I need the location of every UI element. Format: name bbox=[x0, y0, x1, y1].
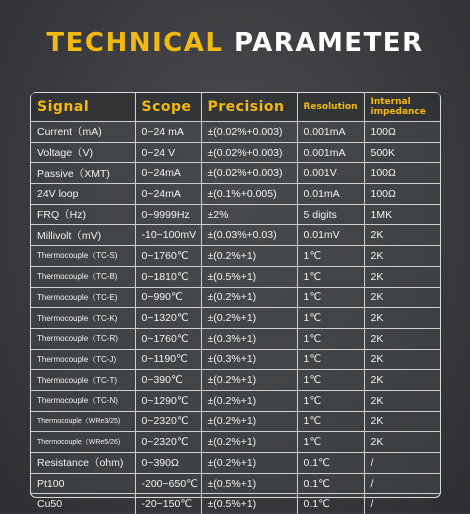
cell-precision: ±(0.5%+1) bbox=[201, 494, 297, 514]
table-row bbox=[31, 328, 440, 349]
cell-resolution: 0.001mA bbox=[297, 122, 364, 143]
cell-impedance: 100Ω bbox=[364, 184, 440, 205]
parameter-table bbox=[31, 93, 440, 514]
table-row bbox=[31, 411, 440, 432]
table-row bbox=[31, 225, 440, 246]
cell-precision: ±(0.2%+1) bbox=[201, 453, 297, 474]
title-rest: PARAMETER bbox=[223, 28, 423, 58]
cell-signal: Thermocouple（TC-S) bbox=[31, 246, 135, 267]
table-row bbox=[31, 453, 440, 474]
cell-resolution: 1℃ bbox=[297, 432, 364, 453]
cell-resolution: 0.001V bbox=[297, 163, 364, 184]
cell-resolution: 1℃ bbox=[297, 287, 364, 308]
table-row bbox=[31, 308, 440, 329]
cell-impedance: 2K bbox=[364, 432, 440, 453]
cell-signal: Pt100 bbox=[31, 473, 135, 494]
table-body bbox=[31, 122, 440, 514]
table-row bbox=[31, 473, 440, 494]
cell-precision: ±(0.3%+1) bbox=[201, 349, 297, 370]
cell-resolution: 1℃ bbox=[297, 370, 364, 391]
parameter-table-container bbox=[30, 92, 441, 498]
cell-precision: ±(0.2%+1) bbox=[201, 411, 297, 432]
cell-scope: -200~650℃ bbox=[135, 473, 201, 494]
cell-scope: 0~1290℃ bbox=[135, 390, 201, 411]
cell-scope: 0~990℃ bbox=[135, 287, 201, 308]
cell-resolution: 1℃ bbox=[297, 328, 364, 349]
cell-resolution: 1℃ bbox=[297, 246, 364, 267]
table-row bbox=[31, 184, 440, 205]
cell-signal: Voltage（V) bbox=[31, 142, 135, 163]
cell-precision: ±(0.2%+1) bbox=[201, 246, 297, 267]
table-row bbox=[31, 266, 440, 287]
cell-resolution: 0.01mA bbox=[297, 184, 364, 205]
cell-signal: Thermocouple（TC-R) bbox=[31, 328, 135, 349]
cell-precision: ±(0.02%+0.003) bbox=[201, 163, 297, 184]
table-row bbox=[31, 122, 440, 143]
cell-impedance: 500K bbox=[364, 142, 440, 163]
cell-precision: ±(0.2%+1) bbox=[201, 287, 297, 308]
cell-impedance: 100Ω bbox=[364, 122, 440, 143]
cell-impedance: 2K bbox=[364, 328, 440, 349]
cell-resolution: 0.1℃ bbox=[297, 453, 364, 474]
cell-signal: Thermocouple（TC-J) bbox=[31, 349, 135, 370]
cell-impedance: 2K bbox=[364, 370, 440, 391]
cell-impedance: 2K bbox=[364, 246, 440, 267]
table-row bbox=[31, 349, 440, 370]
cell-scope: 0~1760℃ bbox=[135, 328, 201, 349]
cell-signal: 24V loop bbox=[31, 184, 135, 205]
cell-signal: Passive（XMT) bbox=[31, 163, 135, 184]
cell-scope: 0~2320℃ bbox=[135, 432, 201, 453]
cell-signal: FRQ（Hz) bbox=[31, 204, 135, 225]
cell-impedance: 100Ω bbox=[364, 163, 440, 184]
page-title bbox=[0, 28, 470, 58]
cell-resolution: 0.001mA bbox=[297, 142, 364, 163]
cell-resolution: 5 digits bbox=[297, 204, 364, 225]
cell-impedance: 2K bbox=[364, 349, 440, 370]
cell-scope: 0~1320℃ bbox=[135, 308, 201, 329]
cell-signal: Current（mA) bbox=[31, 122, 135, 143]
cell-scope: 0~1760℃ bbox=[135, 246, 201, 267]
cell-signal: Thermocouple（TC-B) bbox=[31, 266, 135, 287]
cell-resolution: 1℃ bbox=[297, 390, 364, 411]
cell-impedance: / bbox=[364, 453, 440, 474]
cell-precision: ±(0.2%+1) bbox=[201, 370, 297, 391]
cell-precision: ±(0.5%+1) bbox=[201, 473, 297, 494]
cell-precision: ±2% bbox=[201, 204, 297, 225]
cell-scope: 0~24mA bbox=[135, 163, 201, 184]
cell-impedance: 2K bbox=[364, 287, 440, 308]
title-accent: TECHNICAL bbox=[46, 28, 223, 58]
cell-impedance: / bbox=[364, 473, 440, 494]
table-row bbox=[31, 370, 440, 391]
cell-scope: 0~390Ω bbox=[135, 453, 201, 474]
cell-scope: -20~150℃ bbox=[135, 494, 201, 514]
table-row bbox=[31, 163, 440, 184]
cell-scope: 0~390℃ bbox=[135, 370, 201, 391]
cell-resolution: 1℃ bbox=[297, 308, 364, 329]
cell-resolution: 1℃ bbox=[297, 266, 364, 287]
cell-precision: ±(0.1%+0.005) bbox=[201, 184, 297, 205]
cell-signal: Thermocouple（TC-T) bbox=[31, 370, 135, 391]
cell-precision: ±(0.03%+0.03) bbox=[201, 225, 297, 246]
cell-signal: Cu50 bbox=[31, 494, 135, 514]
cell-resolution: 0.1℃ bbox=[297, 494, 364, 514]
cell-scope: 0~2320℃ bbox=[135, 411, 201, 432]
cell-impedance: / bbox=[364, 494, 440, 514]
cell-impedance: 2K bbox=[364, 266, 440, 287]
cell-precision: ±(0.2%+1) bbox=[201, 390, 297, 411]
cell-precision: ±(0.02%+0.003) bbox=[201, 122, 297, 143]
cell-scope: 0~1810℃ bbox=[135, 266, 201, 287]
cell-scope: -10~100mV bbox=[135, 225, 201, 246]
cell-impedance: 2K bbox=[364, 308, 440, 329]
table-row bbox=[31, 390, 440, 411]
cell-signal: Resistance（ohm) bbox=[31, 453, 135, 474]
cell-precision: ±(0.02%+0.003) bbox=[201, 142, 297, 163]
header-precision: Precision bbox=[201, 93, 297, 122]
table-row bbox=[31, 432, 440, 453]
cell-signal: Millivolt（mV) bbox=[31, 225, 135, 246]
cell-scope: 0~1190℃ bbox=[135, 349, 201, 370]
table-row bbox=[31, 494, 440, 514]
cell-impedance: 2K bbox=[364, 411, 440, 432]
cell-precision: ±(0.2%+1) bbox=[201, 308, 297, 329]
cell-precision: ±(0.3%+1) bbox=[201, 328, 297, 349]
table-row bbox=[31, 204, 440, 225]
cell-impedance: 2K bbox=[364, 225, 440, 246]
table-row bbox=[31, 142, 440, 163]
cell-scope: 0~24 mA bbox=[135, 122, 201, 143]
cell-resolution: 0.1℃ bbox=[297, 473, 364, 494]
cell-impedance: 2K bbox=[364, 390, 440, 411]
cell-signal: Thermocouple（TC-K) bbox=[31, 308, 135, 329]
cell-precision: ±(0.5%+1) bbox=[201, 266, 297, 287]
header-signal: Signal bbox=[31, 93, 135, 122]
cell-precision: ±(0.2%+1) bbox=[201, 432, 297, 453]
cell-resolution: 1℃ bbox=[297, 411, 364, 432]
table-row bbox=[31, 287, 440, 308]
header-impedance: Internal impedance bbox=[364, 93, 440, 122]
header-scope: Scope bbox=[135, 93, 201, 122]
table-header-row bbox=[31, 93, 440, 122]
table-row bbox=[31, 246, 440, 267]
cell-signal: Thermocouple（TC-E) bbox=[31, 287, 135, 308]
cell-resolution: 0.01mV bbox=[297, 225, 364, 246]
cell-impedance: 1MK bbox=[364, 204, 440, 225]
header-resolution: Resolution bbox=[297, 93, 364, 122]
cell-signal: Thermocouple（WRe3/25) bbox=[31, 411, 135, 432]
cell-scope: 0~24 V bbox=[135, 142, 201, 163]
cell-resolution: 1℃ bbox=[297, 349, 364, 370]
cell-scope: 0~9999Hz bbox=[135, 204, 201, 225]
cell-scope: 0~24mA bbox=[135, 184, 201, 205]
cell-signal: Thermocouple（TC-N) bbox=[31, 390, 135, 411]
cell-signal: Thermocouple（WRe5/26) bbox=[31, 432, 135, 453]
